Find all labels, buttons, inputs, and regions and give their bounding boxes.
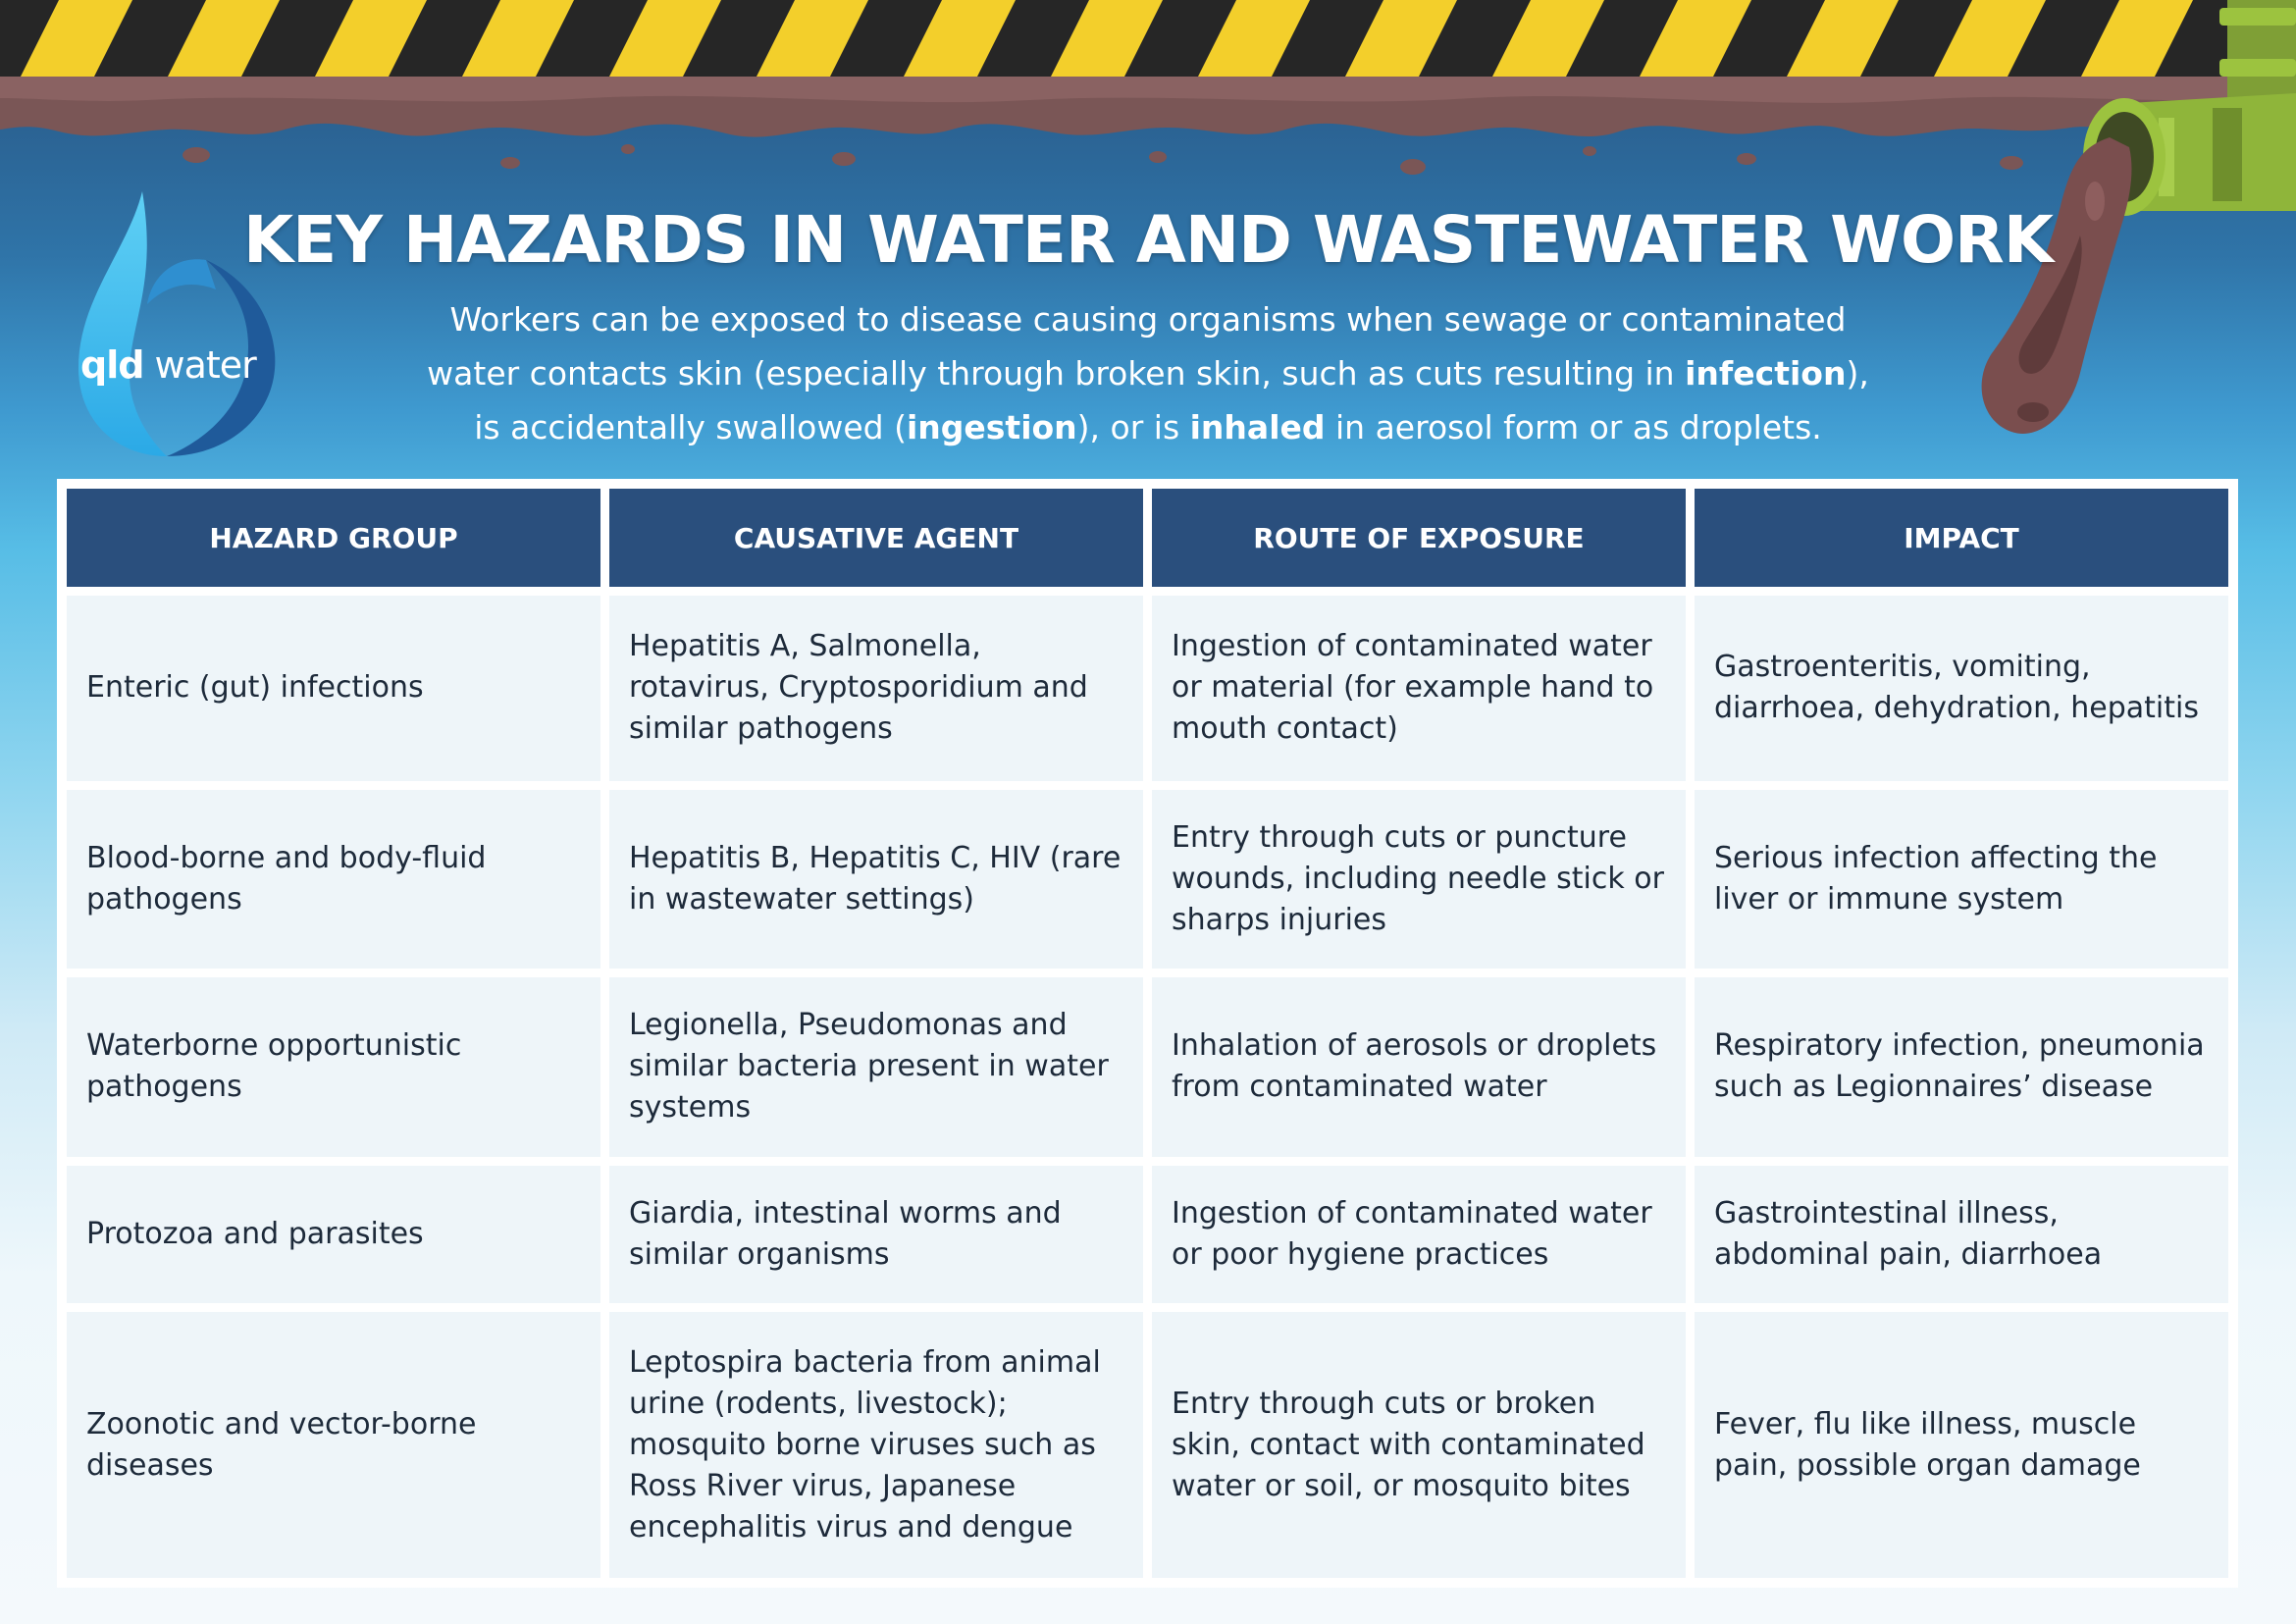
cell-hazard-group: Waterborne opportunistic pathogens xyxy=(67,977,600,1157)
table-row xyxy=(67,977,2228,1157)
intro-line-1: Workers can be exposed to disease causing organisms when sewage or contaminated xyxy=(449,300,1847,339)
hazards-table xyxy=(58,480,2237,1587)
table-row xyxy=(67,596,2228,781)
cell-causative-agent: Leptospira bacteria from animal urine (rodents, livestock); mosquito borne viruses such as Ross River virus, Japanese encephalitis virus and dengue xyxy=(609,1312,1143,1578)
intro-line-3b: ), or is xyxy=(1076,408,1190,446)
sludge-band-icon xyxy=(0,69,2296,186)
cell-impact: Gastroenteritis, vomiting, diarrhoea, dehydration, hepatitis xyxy=(1695,596,2228,781)
header-impact: IMPACT xyxy=(1695,489,2228,587)
intro-line-2b: ), xyxy=(1846,354,1869,393)
cell-impact: Serious infection affecting the liver or immune system xyxy=(1695,790,2228,969)
intro-keyword-inhaled: inhaled xyxy=(1189,408,1326,446)
cell-hazard-group: Protozoa and parasites xyxy=(67,1166,600,1303)
cell-hazard-group: Blood-borne and body-fluid pathogens xyxy=(67,790,600,969)
cell-route-of-exposure: Entry through cuts or broken skin, contact with contaminated water or soil, or mosquito bites xyxy=(1152,1312,1686,1578)
table-header-row xyxy=(67,489,2228,587)
cell-impact: Respiratory infection, pneumonia such as Legionnaires’ disease xyxy=(1695,977,2228,1157)
cell-route-of-exposure: Entry through cuts or puncture wounds, including needle stick or sharps injuries xyxy=(1152,790,1686,969)
cell-route-of-exposure: Ingestion of contaminated water or poor hygiene practices xyxy=(1152,1166,1686,1303)
cell-causative-agent: Hepatitis A, Salmonella, rotavirus, Cryptosporidium and similar pathogens xyxy=(609,596,1143,781)
cell-impact: Gastrointestinal illness, abdominal pain, diarrhoea xyxy=(1695,1166,2228,1303)
cell-causative-agent: Legionella, Pseudomonas and similar bacteria present in water systems xyxy=(609,977,1143,1157)
cell-impact: Fever, flu like illness, muscle pain, possible organ damage xyxy=(1695,1312,2228,1578)
cell-hazard-group: Enteric (gut) infections xyxy=(67,596,600,781)
cell-route-of-exposure: Inhalation of aerosols or droplets from contaminated water xyxy=(1152,977,1686,1157)
cell-route-of-exposure: Ingestion of contaminated water or material (for example hand to mouth contact) xyxy=(1152,596,1686,781)
intro-line-3c: in aerosol form or as droplets. xyxy=(1325,408,1822,446)
header-causative-agent: CAUSATIVE AGENT xyxy=(609,489,1143,587)
intro-line-3a: is accidentally swallowed ( xyxy=(474,408,907,446)
cell-causative-agent: Hepatitis B, Hepatitis C, HIV (rare in wastewater settings) xyxy=(609,790,1143,969)
page-title: KEY HAZARDS IN WATER AND WASTEWATER WORK xyxy=(242,202,2054,278)
intro-text xyxy=(373,292,1923,454)
cell-causative-agent: Giardia, intestinal worms and similar organisms xyxy=(609,1166,1143,1303)
table-row xyxy=(67,1312,2228,1578)
intro-keyword-ingestion: ingestion xyxy=(906,408,1077,446)
intro-line-2a: water contacts skin (especially through broken skin, such as cuts resulting in xyxy=(427,354,1686,393)
table-row xyxy=(67,1166,2228,1303)
header-route-of-exposure: ROUTE OF EXPOSURE xyxy=(1152,489,1686,587)
intro-keyword-infection: infection xyxy=(1685,354,1847,393)
hazard-stripes-icon xyxy=(0,0,2296,79)
table-row xyxy=(67,790,2228,969)
logo-wordmark: qld water xyxy=(80,343,256,387)
header-hazard-group: HAZARD GROUP xyxy=(67,489,600,587)
cell-hazard-group: Zoonotic and vector-borne diseases xyxy=(67,1312,600,1578)
hazards-table-panel xyxy=(57,479,2238,1588)
